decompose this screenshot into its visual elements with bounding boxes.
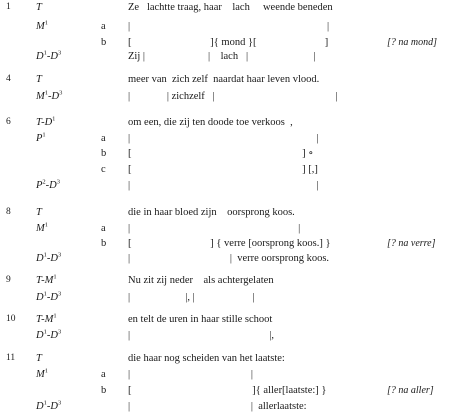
variant-text: om een, die zij ten doode toe verkoos , <box>128 117 293 128</box>
variant-text: | |, | | <box>128 292 255 303</box>
sub-label: b <box>101 37 107 48</box>
variant-text: | |, <box>128 330 274 341</box>
variant-text: [ ] [,] <box>128 164 318 175</box>
witness-siglum: $P^1$ <box>36 131 46 144</box>
apparatus-row <box>0 354 450 368</box>
witness-siglum: $D^1-D^3$ <box>36 290 62 303</box>
apparatus-row <box>0 38 450 52</box>
witness-siglum: $D^1-D^3$ <box>36 251 62 264</box>
witness-siglum: $T-M^1$ <box>36 273 57 286</box>
apparatus-row <box>0 386 450 400</box>
apparatus-row <box>0 3 450 17</box>
variant-text: [ ] ∘ <box>128 148 314 159</box>
apparatus-row <box>0 19 450 36</box>
apparatus-row <box>0 239 450 253</box>
line-number: 11 <box>6 353 16 363</box>
variant-text: [ ]{ mond }[ ] <box>128 37 329 48</box>
witness-siglum: T <box>36 353 42 364</box>
variant-text: en telt de uren in haar stille schoot <box>128 314 273 325</box>
apparatus-row <box>0 399 450 416</box>
line-number: 1 <box>6 2 11 12</box>
line-number: 6 <box>6 117 11 127</box>
witness-siglum: $M^1$ <box>36 367 48 380</box>
sub-label: b <box>101 148 107 159</box>
variant-text: die haar nog scheiden van het laatste: <box>128 353 285 364</box>
variant-text: | | allerlaatste: <box>128 401 307 412</box>
variant-text: [ ]{ aller[laatste:] } <box>128 385 327 396</box>
apparatus-row <box>0 89 450 106</box>
witness-siglum: T <box>36 74 42 85</box>
apparatus-row <box>0 165 450 179</box>
editorial-note: [? na verre] <box>387 238 436 249</box>
apparatus-row <box>0 290 450 307</box>
variant-text: | | zichzelf | | <box>128 91 338 102</box>
apparatus-row <box>0 75 450 89</box>
witness-siglum: $P^2-D^3$ <box>36 178 61 191</box>
apparatus-row <box>0 178 450 195</box>
witness-siglum: T <box>36 207 42 218</box>
variant-text: meer van zich zelf naardat haar leven vlood. <box>128 74 320 85</box>
witness-siglum: $T-M^1$ <box>36 312 57 325</box>
sub-label: c <box>101 164 106 175</box>
sub-label: a <box>101 21 106 32</box>
sub-label: a <box>101 369 106 380</box>
witness-siglum: $M^1$ <box>36 221 48 234</box>
line-number: 8 <box>6 207 11 217</box>
apparatus-row <box>0 251 450 268</box>
variant-text: | | <box>128 21 330 32</box>
sub-label: b <box>101 238 107 249</box>
variant-text: | | verre oorsprong koos. <box>128 253 330 264</box>
apparatus-row <box>0 49 450 66</box>
apparatus-row <box>0 131 450 148</box>
witness-siglum: $T-D^1$ <box>36 115 56 128</box>
apparatus-row <box>0 273 450 290</box>
line-number: 9 <box>6 275 11 285</box>
variant-text: Ze lachtte traag, haar lach weende beneden <box>128 2 333 13</box>
witness-siglum: $D^1-D^3$ <box>36 328 62 341</box>
apparatus-row <box>0 367 450 384</box>
editorial-note: [? na mond] <box>387 37 438 48</box>
sub-label: a <box>101 223 106 234</box>
variant-text: | | <box>128 369 253 380</box>
variant-text: [ ] { verre [oorsprong koos.] } <box>128 238 331 249</box>
apparatus-row <box>0 149 450 163</box>
witness-siglum: $M^1-D^3$ <box>36 89 63 102</box>
witness-siglum: $D^1-D^3$ <box>36 49 62 62</box>
variant-text: Zij | | lach | | <box>128 51 316 62</box>
apparatus-row <box>0 312 450 329</box>
apparatus-row <box>0 208 450 222</box>
witness-siglum: $M^1$ <box>36 19 48 32</box>
variant-text: Nu zit zij neder als achtergelaten <box>128 275 274 286</box>
apparatus-row <box>0 221 450 238</box>
variant-text: | | <box>128 223 301 234</box>
witness-siglum: T <box>36 2 42 13</box>
editorial-note: [? na aller] <box>387 385 434 396</box>
variant-text: die in haar bloed zijn oorsprong koos. <box>128 207 295 218</box>
apparatus-row <box>0 328 450 345</box>
apparatus-row <box>0 115 450 132</box>
variant-text: | | <box>128 180 319 191</box>
line-number: 4 <box>6 74 11 84</box>
witness-siglum: $D^1-D^3$ <box>36 399 62 412</box>
variant-text: | | <box>128 133 319 144</box>
sub-label: b <box>101 385 107 396</box>
line-number: 10 <box>6 314 16 324</box>
sub-label: a <box>101 133 106 144</box>
